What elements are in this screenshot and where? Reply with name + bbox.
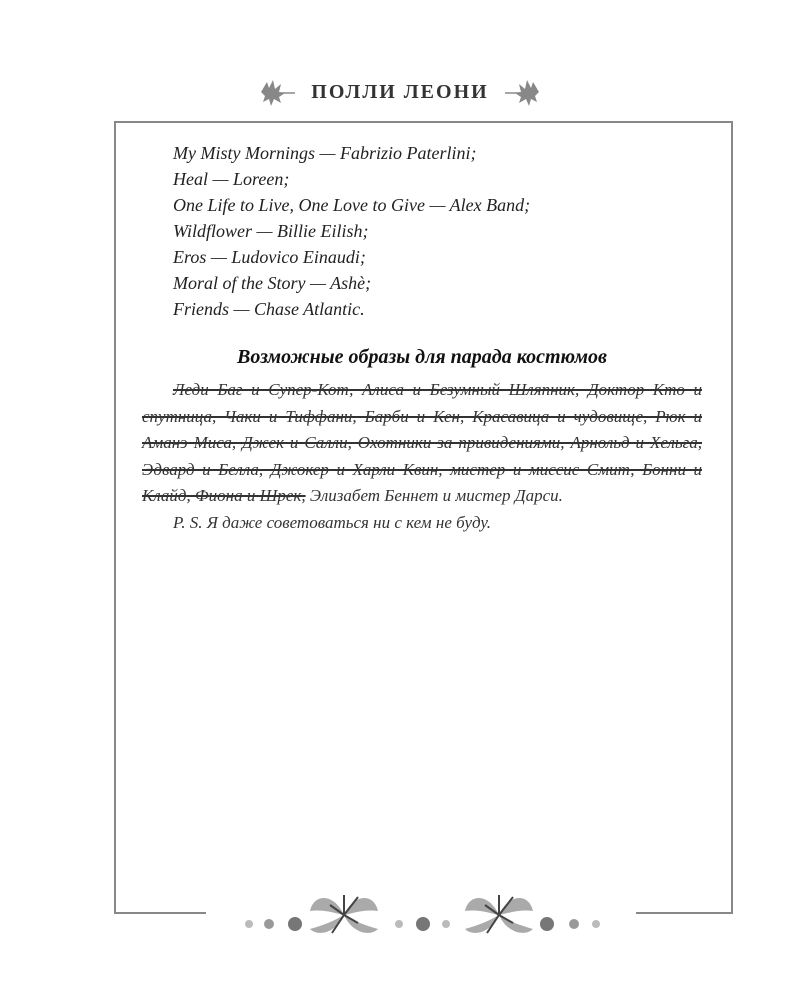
list-item: One Life to Live, One Love to Give — Alex Band; — [173, 195, 531, 215]
footer-ornament — [114, 880, 733, 970]
leaf-icon — [310, 895, 378, 933]
list-item: Moral of the Story — Ashè; — [173, 273, 372, 293]
list-item: Eros — Ludovico Einaudi; — [173, 247, 366, 267]
leaf-icon — [465, 895, 533, 933]
list-item: My Misty Mornings — Fabrizio Paterlini; — [173, 143, 477, 163]
dot-icon — [416, 917, 430, 931]
maple-leaf-icon — [503, 76, 547, 108]
list-item: Heal — Loreen; — [173, 169, 290, 189]
song-list — [173, 140, 702, 322]
dot-icon — [592, 920, 600, 928]
frame-right — [731, 121, 733, 914]
dot-icon — [569, 919, 579, 929]
frame-top — [114, 121, 733, 123]
dot-icon — [288, 917, 302, 931]
dot-icon — [245, 920, 253, 928]
running-header — [0, 76, 800, 108]
list-item: Wildflower — Billie Eilish; — [173, 221, 369, 241]
page-content — [142, 140, 702, 536]
dot-icon — [264, 919, 274, 929]
dot-icon — [395, 920, 403, 928]
ornament-svg — [114, 880, 733, 970]
list-item: Friends — Chase Atlantic. — [173, 299, 365, 319]
struck-costume-list: Леди Баг и Супер-Кот, Алиса и Безумный Шляпник, Доктор Кто и спутница, Чаки и Тиффани, Барби и Кен, Красавица и чудовище, Рюк и Аманэ Миса, Джек и Салли, Охотники за привидениями, Арнольд и Хельга, Эдвард и Белла, Джокер и Харли Квин, мистер и миссис Смит, Бонни и Клайд, Фиона и Шрек, — [142, 380, 702, 505]
section-heading: Возможные образы для парада костюмов — [237, 346, 607, 368]
page-header-title: ПОЛЛИ ЛЕОНИ — [311, 80, 489, 103]
remaining-costume: Элизабет Беннет и мистер Дарси. — [305, 486, 563, 505]
frame-left — [114, 121, 116, 914]
postscript: P. S. Я даже советоваться ни с кем не буду. — [173, 512, 492, 532]
costume-paragraph — [142, 377, 702, 510]
maple-leaf-icon — [253, 76, 297, 108]
dot-icon — [540, 917, 554, 931]
dot-icon — [442, 920, 450, 928]
